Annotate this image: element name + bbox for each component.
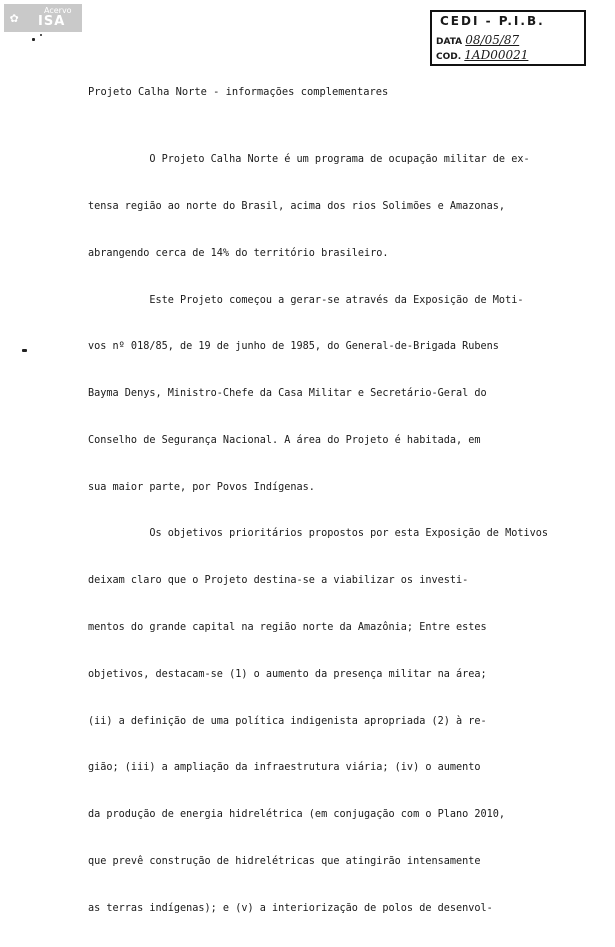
body-line: que prevê construção de hidrelétricas que atingirão intensamente [88,855,481,867]
body-line: tensa região ao norte do Brasil, acima dos rios Solimões e Amazonas, [88,200,506,212]
body-line: Bayma Denys, Ministro-Chefe da Casa Militar e Secretário-Geral do [88,388,487,400]
document-title: Projeto Calha Norte - informações complementares [88,86,389,98]
stamp-code-label: COD. [436,52,462,62]
body-line: deixam claro que o Projeto destina-se a viabilizar os investi- [88,575,469,587]
logo-isa-text: ISA [38,14,66,29]
body-line: gião; (iii) a ampliação da infraestrutura viária; (iv) o aumento [88,762,481,774]
stamp-code-row [436,48,528,62]
archive-stamp [430,10,586,66]
body-line: abrangendo cerca de 14% do território brasileiro. [88,247,389,259]
body-line: objetivos, destacam-se (1) o aumento da presença militar na área; [88,668,487,680]
body-line: as terras indígenas); e (v) a interiorização de polos de desenvol- [88,902,493,914]
body-line: vos nº 018/85, de 19 de junho de 1985, do General-de-Brigada Rubens [88,341,499,353]
scan-speck [22,349,27,352]
scan-speck [40,34,42,36]
logo-acervo-text: Acervo [44,6,72,15]
body-line: (ii) a definição de uma política indigenista apropriada (2) à re- [88,715,487,727]
body-line: Conselho de Segurança Nacional. A área do Projeto é habitada, em [88,434,481,446]
stamp-title: CEDI - P.I.B. [440,14,545,28]
leaf-icon: ✿ [10,10,19,26]
body-line: mentos do grande capital na região norte da Amazônia; Entre estes [88,622,487,633]
body-line: sua maior parte, por Povos Indígenas. [88,481,315,493]
acervo-isa-logo [4,4,82,32]
scan-speck [32,38,35,41]
stamp-date-value: 08/05/87 [465,33,520,47]
document-body [88,121,548,947]
body-line: O Projeto Calha Norte é um programa de ocupação militar de ex- [88,154,530,166]
body-line: da produção de energia hidrelétrica (em conjugação com o Plano 2010, [88,809,506,821]
stamp-date-row [436,33,519,47]
body-line: Os objetivos prioritários propostos por esta Exposição de Motivos [88,528,549,540]
stamp-code-value: 1AD00021 [464,48,529,62]
stamp-date-label: DATA [436,37,463,47]
body-line: Este Projeto começou a gerar-se através da Exposição de Moti- [88,294,524,306]
